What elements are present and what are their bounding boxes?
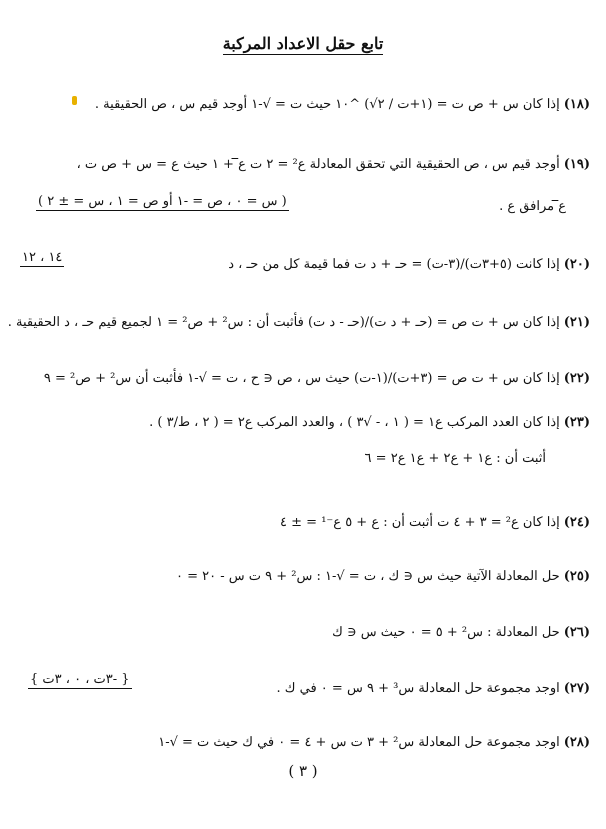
answer-20: ١٤ ، ١٢ [22, 250, 63, 265]
problem-19: (١٩) أوجد قيم س ، ص الحقيقية التي تحقق المعادلة ع² = ٢ ت ع̅ + ١ حيث ع = س + ص ت ، [76, 156, 590, 172]
answer-19: ( س = ٠ ، ص = -١ أو ص = ١ ، س = ± ٢ ) [38, 194, 287, 209]
problem-23: (٢٣) إذا كان العدد المركب ع١ = ( ١ ، - √٣ ) ، والعدد المركب ع٢ = ( ٢ ، ط/٣ ) . [149, 414, 590, 430]
problem-23-cont: أثبت أن : ع١ + ع٢ + ع١ ع٢ = ٦ [364, 450, 546, 466]
problem-24: (٢٤) إذا كان ع² = ٣ + ٤ ت أثبت أن : ع + ٥ ع⁻¹ = ± ٤ [280, 514, 590, 530]
problem-26: (٢٦) حل المعادلة : س² + ٥ = ٠ حيث س ∈ ك [332, 624, 590, 640]
problem-28: (٢٨) اوجد مجموعة حل المعادلة س² + ٣ ت س + ٤ = ٠ في ك حيث ت = √-١ [158, 734, 590, 750]
problem-21: (٢١) إذا كان س + ت ص = (حـ + د ت)/(حـ - د ت) فأثبت أن : س² + ص² = ١ لجميع قيم حـ ، د الحقيقية . [7, 314, 590, 330]
problem-22: (٢٢) إذا كان س + ت ص = (٣+ت)/(١-ت) حيث س ، ص ∈ ح ، ت = √-١ فأثبت أن س² + ص² = ٩ [43, 370, 590, 386]
problem-19-cont: ع̅ مرافق ع . [499, 198, 566, 214]
page-number: ( ٣ ) [288, 762, 318, 780]
problem-27: (٢٧) اوجد مجموعة حل المعادلة س³ + ٩ س = ٠ في ك . [276, 680, 590, 696]
problem-25: (٢٥) حل المعادلة الآتية حيث س ∈ ك ، ت = √-١ : س² + ٩ ت س - ٢٠ = ٠ [175, 568, 590, 584]
page-title: تابع حقل الاعداد المركبة [222, 34, 384, 53]
answer-27: { -٣ت ، ٠ ، ٣ت } [30, 672, 130, 687]
problem-18: (١٨) إذا كان س + ص ت = (١+ت / ٢√) ^١٠ حيث ت = √-١ أوجد قيم س ، ص الحقيقية . [94, 96, 590, 112]
problem-20: (٢٠) إذا كانت (٥+٣ت)/(٣-ت) = حـ + د ت فما قيمة كل من حـ ، د [228, 256, 590, 272]
